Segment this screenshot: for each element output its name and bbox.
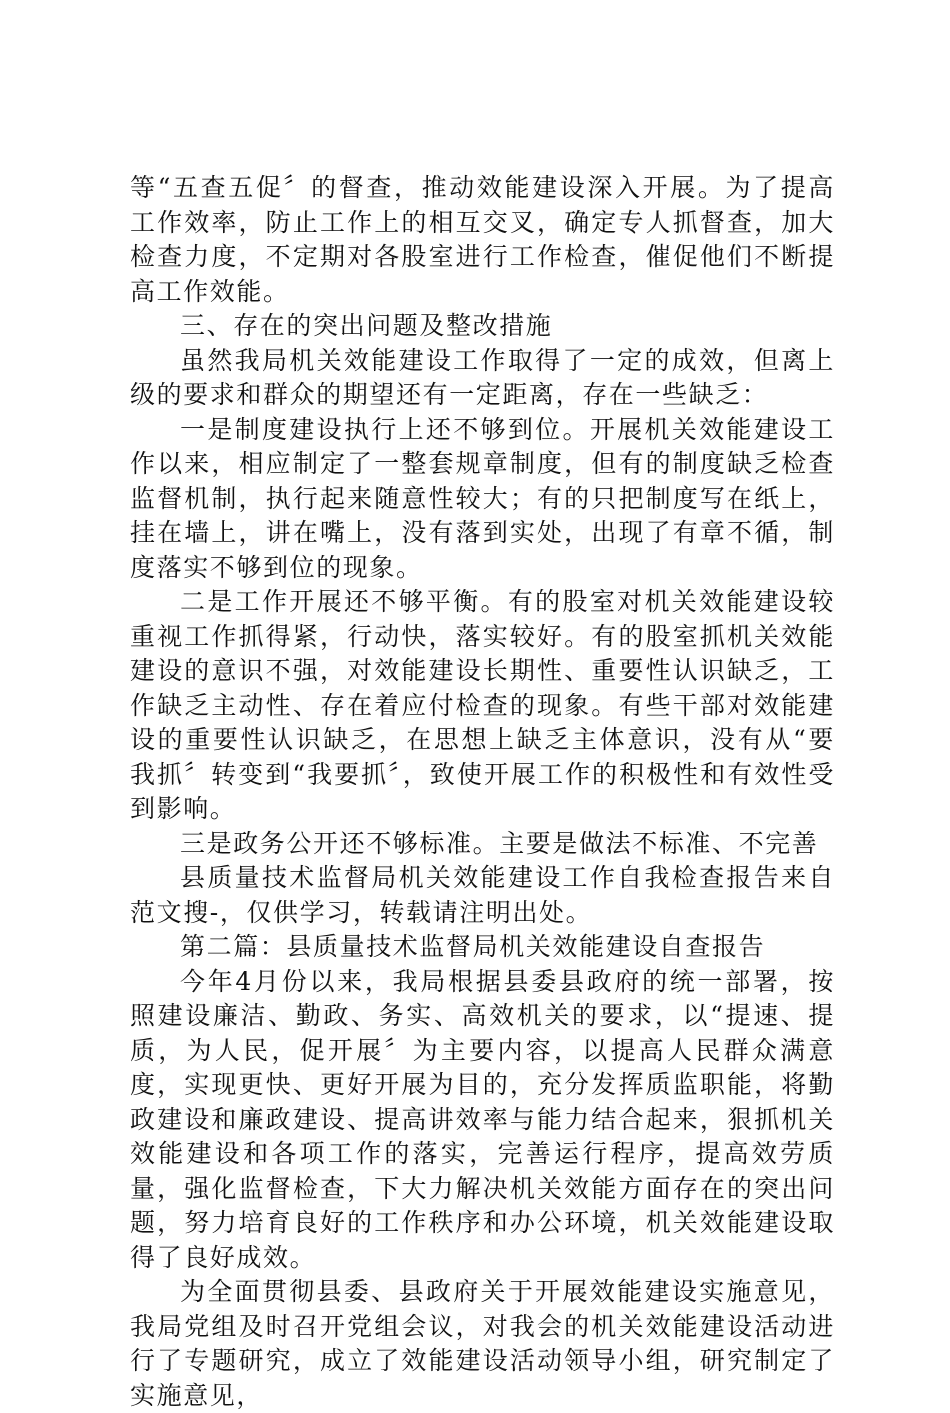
document-body	[130, 171, 835, 1413]
chapter-heading: 第二篇：县质量技术监督局机关效能建设自查报告	[180, 932, 766, 961]
paragraph: 二是工作开展还不够平衡。有的股室对机关效能建设较重视工作抓得紧，行动快，落实较好。有的股室抓机关效能建设的意识不强，对效能建设长期性、重要性认识缺乏，工作缺乏主动性、存在着应付检查的现象。有些干部对效能建设的重要性认识缺乏，在思想上缺乏主体意识，没有从“要我抓〞转变到“我要抓〞，致使开展工作的积极性和有效性受到影响。	[130, 587, 835, 823]
source-note: 县质量技术监督局机关效能建设工作自我检查报告来自范文搜-，仅供学习，转载请注明出处。	[130, 863, 835, 927]
paragraph: 虽然我局机关效能建设工作取得了一定的成效，但离上级的要求和群众的期望还有一定距离，存在一些缺乏：	[130, 345, 835, 409]
paragraph-continued: 等“五查五促〞的督查，推动效能建设深入开展。为了提高工作效率，防止工作上的相互交叉，确定专人抓督查，加大检查力度，不定期对各股室进行工作检查，催促他们不断提高工作效能。	[130, 173, 835, 306]
paragraph: 今年4月份以来，我局根据县委县政府的统一部署，按照建设廉洁、勤政、务实、高效机关的要求，以“提速、提质，为人民，促开展〞为主要内容，以提高人民群众满意度，实现更快、更好开展为目的，充分发挥质监职能，将勤政建设和廉政建设、提高讲效率与能力结合起来，狠抓机关效能建设和各项工作的落实，完善运行程序，提高效劳质量，强化监督检查，下大力解决机关效能方面存在的突出问题，努力培育良好的工作秩序和办公环境，机关效能建设取得了良好成效。	[130, 966, 835, 1272]
paragraph: 一是制度建设执行上还不够到位。开展机关效能建设工作以来，相应制定了一整套规章制度，但有的制度缺乏检查监督机制，执行起来随意性较大；有的只把制度写在纸上，挂在墙上，讲在嘴上，没有落到实处，出现了有章不循，制度落实不够到位的现象。	[130, 414, 835, 582]
paragraph: 三是政务公开还不够标准。主要是做法不标准、不完善	[180, 828, 819, 858]
section-heading: 三、存在的突出问题及整改措施	[180, 311, 553, 340]
paragraph: 为全面贯彻县委、县政府关于开展效能建设实施意见，我局党组及时召开党组会议，对我会的机关效能建设活动进行了专题研究，成立了效能建设活动领导小组，研究制定了实施意见，	[130, 1277, 835, 1410]
